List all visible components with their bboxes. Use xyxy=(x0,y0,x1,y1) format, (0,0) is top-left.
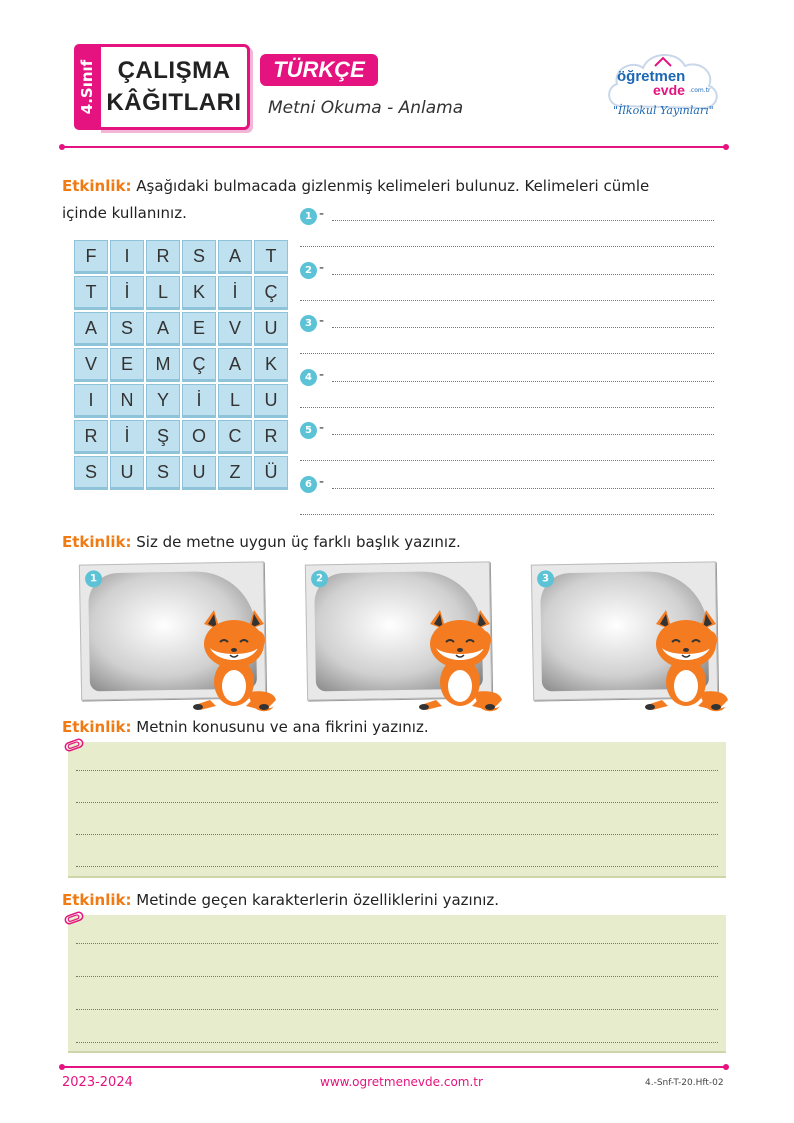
grade-tab xyxy=(74,44,100,130)
grid-cell: E xyxy=(182,312,216,346)
grid-cell: A xyxy=(146,312,180,346)
header-divider xyxy=(62,146,726,148)
footer-divider xyxy=(62,1066,726,1068)
title-line-1: ÇALIŞMA xyxy=(117,57,231,84)
grid-cell: İ xyxy=(182,384,216,418)
activity-label: Etkinlik: xyxy=(62,177,132,195)
dotted-line xyxy=(300,246,714,247)
grid-cell: Ş xyxy=(146,420,180,454)
item-dash: - xyxy=(319,206,325,222)
activity-label: Etkinlik: xyxy=(62,533,132,551)
grid-cell: M xyxy=(146,348,180,382)
dotted-line xyxy=(76,943,718,944)
grade-label: 4.Sınıf xyxy=(78,59,96,115)
paperclip-icon xyxy=(64,911,84,925)
grid-cell: L xyxy=(218,384,252,418)
grid-cell: N xyxy=(110,384,144,418)
grid-cell: L xyxy=(146,276,180,310)
logo-tagline: "İlkokul Yayınları" xyxy=(613,104,714,117)
grid-cell: C xyxy=(218,420,252,454)
logo-brand-suffix: .com.tr xyxy=(689,87,711,94)
activity-label: Etkinlik: xyxy=(62,891,132,909)
dotted-line xyxy=(332,381,714,382)
dotted-line xyxy=(300,407,714,408)
item-dash: - xyxy=(319,313,325,329)
grid-cell: U xyxy=(254,312,288,346)
grid-cell: S xyxy=(146,456,180,490)
logo-brand-part2: evde xyxy=(653,82,685,98)
grid-cell: R xyxy=(254,420,288,454)
grid-cell: U xyxy=(110,456,144,490)
activity-2-instruction xyxy=(62,529,461,556)
dotted-line xyxy=(300,300,714,301)
item-dash: - xyxy=(319,259,325,276)
publisher-logo xyxy=(603,44,723,129)
item-number: 6 xyxy=(300,476,317,493)
item-number: 2 xyxy=(300,262,317,279)
fox-mascot-icon xyxy=(190,604,282,714)
dotted-line xyxy=(332,488,714,489)
grid-cell: T xyxy=(254,240,288,274)
dotted-line xyxy=(332,274,714,275)
dotted-line xyxy=(332,220,714,221)
activity-4-text: Metinde geçen karakterlerin özelliklerini yazınız. xyxy=(136,891,500,909)
grid-cell: A xyxy=(74,312,108,346)
dotted-line xyxy=(76,802,718,803)
grid-cell: K xyxy=(254,348,288,382)
dotted-line xyxy=(300,353,714,354)
grid-cell: İ xyxy=(110,276,144,310)
item-number: 4 xyxy=(300,369,317,386)
dotted-line xyxy=(76,1009,718,1010)
dotted-line xyxy=(76,834,718,835)
grid-cell: R xyxy=(146,240,180,274)
frame-number: 3 xyxy=(537,570,554,587)
title-line-2: KÂĞITLARI xyxy=(106,89,242,116)
topic-subtitle: Metni Okuma - Anlama xyxy=(268,98,464,118)
grid-cell: T xyxy=(74,276,108,310)
footer-website-link[interactable]: www.ogretmenevde.com.tr xyxy=(320,1075,483,1089)
grid-cell: S xyxy=(182,240,216,274)
grid-cell: V xyxy=(74,348,108,382)
activity-1-text-line2: içinde kullanınız. xyxy=(62,204,187,222)
item-dash: - xyxy=(319,420,325,436)
grid-cell: Ç xyxy=(254,276,288,310)
dotted-line xyxy=(300,514,714,515)
grid-cell: V xyxy=(218,312,252,346)
grid-cell: U xyxy=(254,384,288,418)
footer-year: 2023-2024 xyxy=(62,1075,133,1090)
dotted-line xyxy=(76,866,718,867)
grid-cell: I xyxy=(74,384,108,418)
answer-line-item[interactable] xyxy=(300,366,714,387)
grid-cell: E xyxy=(110,348,144,382)
activity-2-text: Siz de metne uygun üç farklı başlık yazınız. xyxy=(136,533,461,551)
frame-number: 2 xyxy=(311,570,328,587)
item-number: 5 xyxy=(300,422,317,439)
answer-box-characters[interactable] xyxy=(68,915,726,1053)
activity-1-text-line1: Aşağıdaki bulmacada gizlenmiş kelimeleri bulunuz. Kelimeleri cümle xyxy=(136,177,650,195)
grid-cell: İ xyxy=(110,420,144,454)
grid-cell: A xyxy=(218,240,252,274)
grid-cell: K xyxy=(182,276,216,310)
item-number: 1 xyxy=(300,208,317,225)
grid-cell: S xyxy=(74,456,108,490)
grid-cell: I xyxy=(110,240,144,274)
word-search-grid xyxy=(74,240,288,490)
dotted-line xyxy=(76,770,718,771)
item-dash: - xyxy=(319,366,325,383)
activity-4-instruction xyxy=(62,887,499,914)
grid-cell: U xyxy=(182,456,216,490)
answer-line-item[interactable] xyxy=(300,422,714,440)
answer-line-item[interactable] xyxy=(300,473,714,494)
grid-cell: R xyxy=(74,420,108,454)
fox-mascot-icon xyxy=(416,604,508,714)
dotted-line xyxy=(76,1042,718,1043)
activity-3-instruction xyxy=(62,714,429,741)
grid-cell: F xyxy=(74,240,108,274)
frame-number: 1 xyxy=(85,570,102,587)
subject-badge: TÜRKÇE xyxy=(260,54,378,86)
answer-line-item[interactable] xyxy=(300,315,714,333)
grid-cell: S xyxy=(110,312,144,346)
activity-label: Etkinlik: xyxy=(62,718,132,736)
dotted-line xyxy=(76,976,718,977)
answer-line-item[interactable] xyxy=(300,259,714,280)
paperclip-icon xyxy=(64,738,84,752)
fox-mascot-icon xyxy=(642,604,734,714)
activity-3-text: Metnin konusunu ve ana fikrini yazınız. xyxy=(136,718,429,736)
logo-brand-part1: öğretmen xyxy=(617,68,686,85)
item-dash: - xyxy=(319,473,325,490)
grid-cell: A xyxy=(218,348,252,382)
footer-code: 4.-Snf-T-20.Hft-02 xyxy=(645,1078,724,1088)
grid-cell: Ü xyxy=(254,456,288,490)
dotted-line xyxy=(332,434,714,435)
dotted-line xyxy=(332,327,714,328)
answer-line-item[interactable] xyxy=(300,208,714,226)
grid-cell: İ xyxy=(218,276,252,310)
grid-cell: Z xyxy=(218,456,252,490)
grid-cell: Y xyxy=(146,384,180,418)
item-number: 3 xyxy=(300,315,317,332)
worksheet-title xyxy=(98,44,250,130)
dotted-line xyxy=(300,460,714,461)
answer-box-topic[interactable] xyxy=(68,742,726,878)
grid-cell: Ç xyxy=(182,348,216,382)
grid-cell: O xyxy=(182,420,216,454)
